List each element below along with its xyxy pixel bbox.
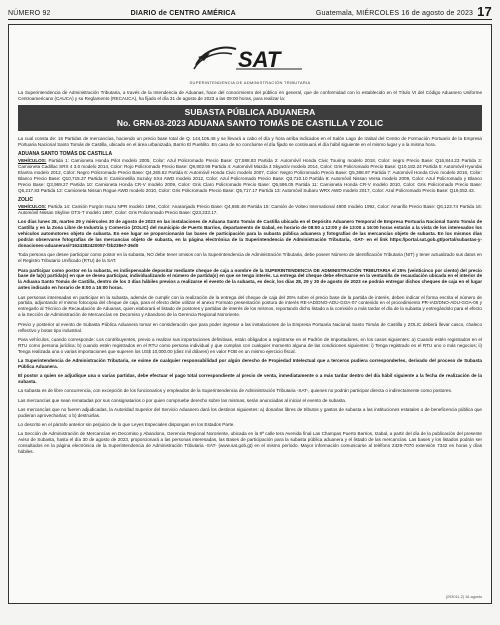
footer-code: (293011-2) 16-agosto [445, 595, 482, 599]
notice-paragraph: Las mercancías que no fueren adjudicadas, la Autoridad Superior del Servicio Aduanero dará los destinos siguientes: a) donarlas libres de tributos y gastos de subasta a las instituciones estatales o de beneficencia pública que pudieran aprovecharlas; o b) destruirlas. [18, 406, 482, 418]
notice-paragraph: Para vehículos, cuando corresponde: Los contribuyentes, previo a realizar sus importaciones definitivas, están obligados a registrarse en el Padrón de Importadores, en los casos siguientes: a) Cuando estén registrados en el RTU como persona jurídica; b) cuando estén registrados en el RTU como persona individual y que cumplan con cualquier momento alguna de las condiciones siguientes: i) Tenga registrado en el RTU uno o más negocios; ii) Tenga realizada una o varias importaciones que superen los US$ 10,000.00 (diez mil dólares) en valor FOB en un mismo ejercicio fiscal. [18, 336, 482, 354]
lots-text: Partida 14: Camión Furgón Isuzu NPR modelo 1994, Color: Anaranjado Precio Base: Q4,655.48 Partida 15: Camión de Volteo International 4900 modelo 1992, Color: Amarillo Precio Base: Q6,123.74 Partida 16: Automóvil Nissan Skyline GTS-T modelo 1997, Color: Gris Policromado Precio Base: Q23,233.17. [18, 204, 482, 216]
notice-paragraph: Las mercancías que sean rematadas por sus consignatarios o por quien compruebe derecho sobre las mismas, serán anunciadas al iniciar el evento de subasta. [18, 397, 347, 403]
notice-paragraph: La Sección de Administración de Mercancías en Decomiso y Abandono, Gerencia Regional Nororiente, ubicada en la 9ª calle tera Avenida final Las Champas Puerto Barrios, Izabal, a partir del día de la publicación del presente Aviso de Subasta, hasta el día 30 de agosto de 2023, proporcionará a las personas interesadas, las Bases de participación para la subasta pública aduanera y el listado de las mercancías. Las bases y los listados podrán ser consultados en la página electrónica de la Superintendencia de Administración Tributaria -SAT- (www.sat.gob.gt) en el mismo período. Mayor información comunicarse al teléfono 2329-7070 extensión 7342 en horas y días hábiles. [18, 431, 482, 455]
sat-logo [18, 41, 482, 79]
notice-paragraph: El postor a quien se adjudique una o varias partidas, debe efectuar el pago total correspondiente al precio de venta, inmediatamente o a más tardar dentro del día hábil siguiente a la fecha de realización de la subasta. [18, 373, 482, 385]
notice-body [18, 219, 482, 455]
lots-santo-tomas [18, 158, 482, 193]
notice-paragraph: Las personas interesadas en participar en la subasta, además de cumplir con la realización de la entrega del cheque de caja del 25% sobre el precio base de la partida de interés, deben indicar el forma escrita el número de partida, adjuntando el mismo fotocopia del cheque de caja, para el efecto debe utilizar el anexo Formato presentación postura de interés RE-IAD/DNO-ADU-GOA-07 contenido en el procedimiento PR-IAD/DNO-ADU-GOA-06 y entregarlo al Técnico de Recaudación de Aduanas, quien elaborará el listado de postores y partidas de interés de los mismos, reportando dicho listado a la comisión a más tardar el día de la subasta y entregándolo para el efecto a la Sección de Administración de Mercancías en Decomiso y Abandono de la Gerencia Regional Nororiente. [18, 294, 482, 318]
lots-text: Partida 1: Camioneta Honda Pilot modelo 2005, Color: Azul Policromado Precio Base: Q7,588.83 Partida 2: Automóvil Honda Civic Touring modelo 2018, Color: negro Precio Base: Q16,844.23 Partida 3: Camioneta Cadillac SRX 4 3.6 modelo 2014, Color: Rojo Policromado Precio Base: Q9,802.98 Partida 4: Automóvil Mazda 3 Skyactiv modelo 2014, Color: Gris Policromado Precio Base: Q10,182.24 Partida 5: Automóvil Hyundai Elantra modelo 2012, Color: Negro Policromado Precio Base: Q4,265.62 Partida 6: Automóvil Honda Civic modelo 2007, Color: Negro Policromado Precio Base: Q5,388.97 Partida 7: Automóvil Honda Civic modelo 2016, Color: Blanco Precio Base: Q10,715.37 Partida 8: Camionetilla Suzuky SX4 AWD modelo 2012, Color: Azul Policromado Precio Base: Q3,710.10 Partida 9: Automóvil Nissan Versa modelo 2009, Color: Azul Policromado y Blanco Precio Base: Q3,969.27 Partida 10: Camioneta Honda CR-V modelo 2009, Color: Gris Claro Policromado Precio Base: Q5,596.05 Partida 11: Camioneta Honda CR-V modelo 2010, Color: Gris Policromado Precio Base: Q6,217.83 Partida 12: Camioneta Nissan Rogue AWD modelo 2010, Color: Gris Policromado Precio Base: Q5,717.17 Partida 13: Automóvil Subaru WRX AWD modelo 2017, Color: Azul Policromado Precio Base: Q19,052.43. [18, 158, 482, 193]
section-heading-zolic: ZOLIC [18, 197, 33, 204]
notice-paragraph: Toda persona que desee participar como postor en la subasta, NO debe tener omisos con la Superintendencia de Administración Tributaria, debe poseer Número de Identificación Tributaria (NIT) y tener actualizado sus datos en el Registro Tributario Unificado (RTU) de la SAT. [18, 252, 482, 264]
notice-paragraph: La subasta es de libre concurrencia, con excepción de los funcionarios y empleados de la Superintendencia de Administración Tributaria -SAT-, quienes no podrán participar directa o indirectamente como postores. [18, 388, 453, 394]
vehicles-label: VEHÍCULOS: [18, 158, 47, 164]
page-number: 17 [477, 4, 492, 19]
section-heading-santo-tomas: ADUANA SANTO TOMÁS DE CASTILLA [18, 151, 113, 158]
sat-auction-notice [8, 24, 492, 604]
notice-paragraph: Lo descrito en el párrafo anterior sin perjuicio de lo que Leyes Especiales dispongan en los Estados Parte. [18, 422, 235, 428]
auction-banner [18, 105, 482, 131]
notice-paragraph: Los días lunes 28, martes 29 y miércoles 30 de agosto de 2023 en las instalaciones de Aduana Santo Tomás de Castilla ubicada en el Depósito Aduanero Temporal de Empresa Portuaria Nacional Santo Tomás de Castilla y en la Zona Libre de Industria y Comercio (ZOLIC) del municipio de Puerto Barrios, departamento de Izabal, en horario de 08:00 a 12:00 y de 13:00 a 16:00 horas estarán a la vista de los interesados los vehículos automotores objeto de subasta. En ese lugar se proporcionarán las bases de participación para la subasta pública aduanera y fotografías de las mercancías objeto de subasta. En los mismos días podrán observarse fotografías de las mercancías objeto de subasta, en la página electrónica de la Superintendencia de Administración Tributaria, -SAT- en el link https://portal.sat.gob.gt/portal/subastas-y-donaciones-aduaneras/#1624382420057-f3b238e7-36d0 [18, 219, 482, 249]
summary-paragraph: La cual consta de: 16 Partidas de mercancías, haciendo un precio base total de Q. 144,105.48 y se llevará a cabo el día y hora arriba indicados en el Salón Lago de Izabal del Centro de Formación Portuario de la Empresa Portuaria Nacional Santo Tomás de Castilla, ubicado en el área urbanizada, Barrio El Pueblito. En caso de no concluirse el día fijado se continuará el día hábil siguiente en el mismo lugar y a la misma hora. [18, 136, 482, 148]
lots-zolic [18, 204, 482, 216]
notice-paragraph: Previo y posterior al evento de Subasta Pública Aduanera tomar en consideración que para poder ingresar a las instalaciones de la Empresa Portuaria Nacional Santo Tomás de Castilla y ZOLIC deberá llevar casco, chaleco reflectivo y botas tipo industrial. [18, 321, 482, 333]
sat-logo-icon [190, 43, 310, 77]
logo-subtitle: SUPERINTENDENCIA DE ADMINISTRACIÓN TRIBUTARIA [189, 80, 311, 85]
notice-paragraph: Para participar como postor en la subasta, es indispensable depositar mediante cheque de caja a nombre de la SUPERINTENDENCIA DE ADMINISTRACIÓN TRIBUTARIA el 25% (veinticinco por ciento) del precio base de la(s) partida(s) en que se desea participar, individualizando el número de partida(s) en que se tenga interés. La entrega del cheque debe efectuarse en la ventanilla de recaudación ubicada en el interior de la Aduana Santo Tomás de Castilla, dentro de los 3 días hábiles previos a realizarse el evento de la subasta, es decir, los días 28, 29 y 30 de agosto de 2023 se podrán entregar dichos cheques de caja en el lugar antes indicado en horario de 8:00 a 16:00 horas. [18, 267, 482, 291]
place-date: Guatemala, MIÉRCOLES 16 de agosto de 2023 [315, 10, 474, 17]
banner-subtitle: No. GRN-03-2023 ADUANA SANTO TOMÁS DE CASTILLA Y ZOLIC [116, 118, 384, 129]
banner-title: SUBASTA PÚBLICA ADUANERA [184, 107, 316, 118]
issue-number: NÚMERO 92 [8, 10, 51, 17]
intro-paragraph: La Superintendencia de Administración Tributaria, a través de la Intendencia de Aduanas, hace del conocimiento del público en general, que de conformidad con lo establecido en el Título VI del Código Aduanero Uniforme Centroamericano (CAUCA) y su Reglamento (RECAUCA), ha fijado el día 31 de agosto de 2023 a las 09:00 horas, para realizar la: [18, 90, 482, 101]
logo-mark: SAT [238, 47, 281, 72]
notice-paragraph: La Superintendencia de Administración Tributaria, se exime de cualquier responsabilidad por algún derecho de Propiedad Intelectual que a terceros pudiera corresponderles, derivado del proceso de Subasta Pública Aduanera. [18, 357, 482, 369]
masthead [8, 6, 492, 20]
vehicles-label: VEHÍCULOS: [18, 204, 47, 210]
paper-name: DIARIO de CENTRO AMÉRICA [130, 10, 236, 17]
